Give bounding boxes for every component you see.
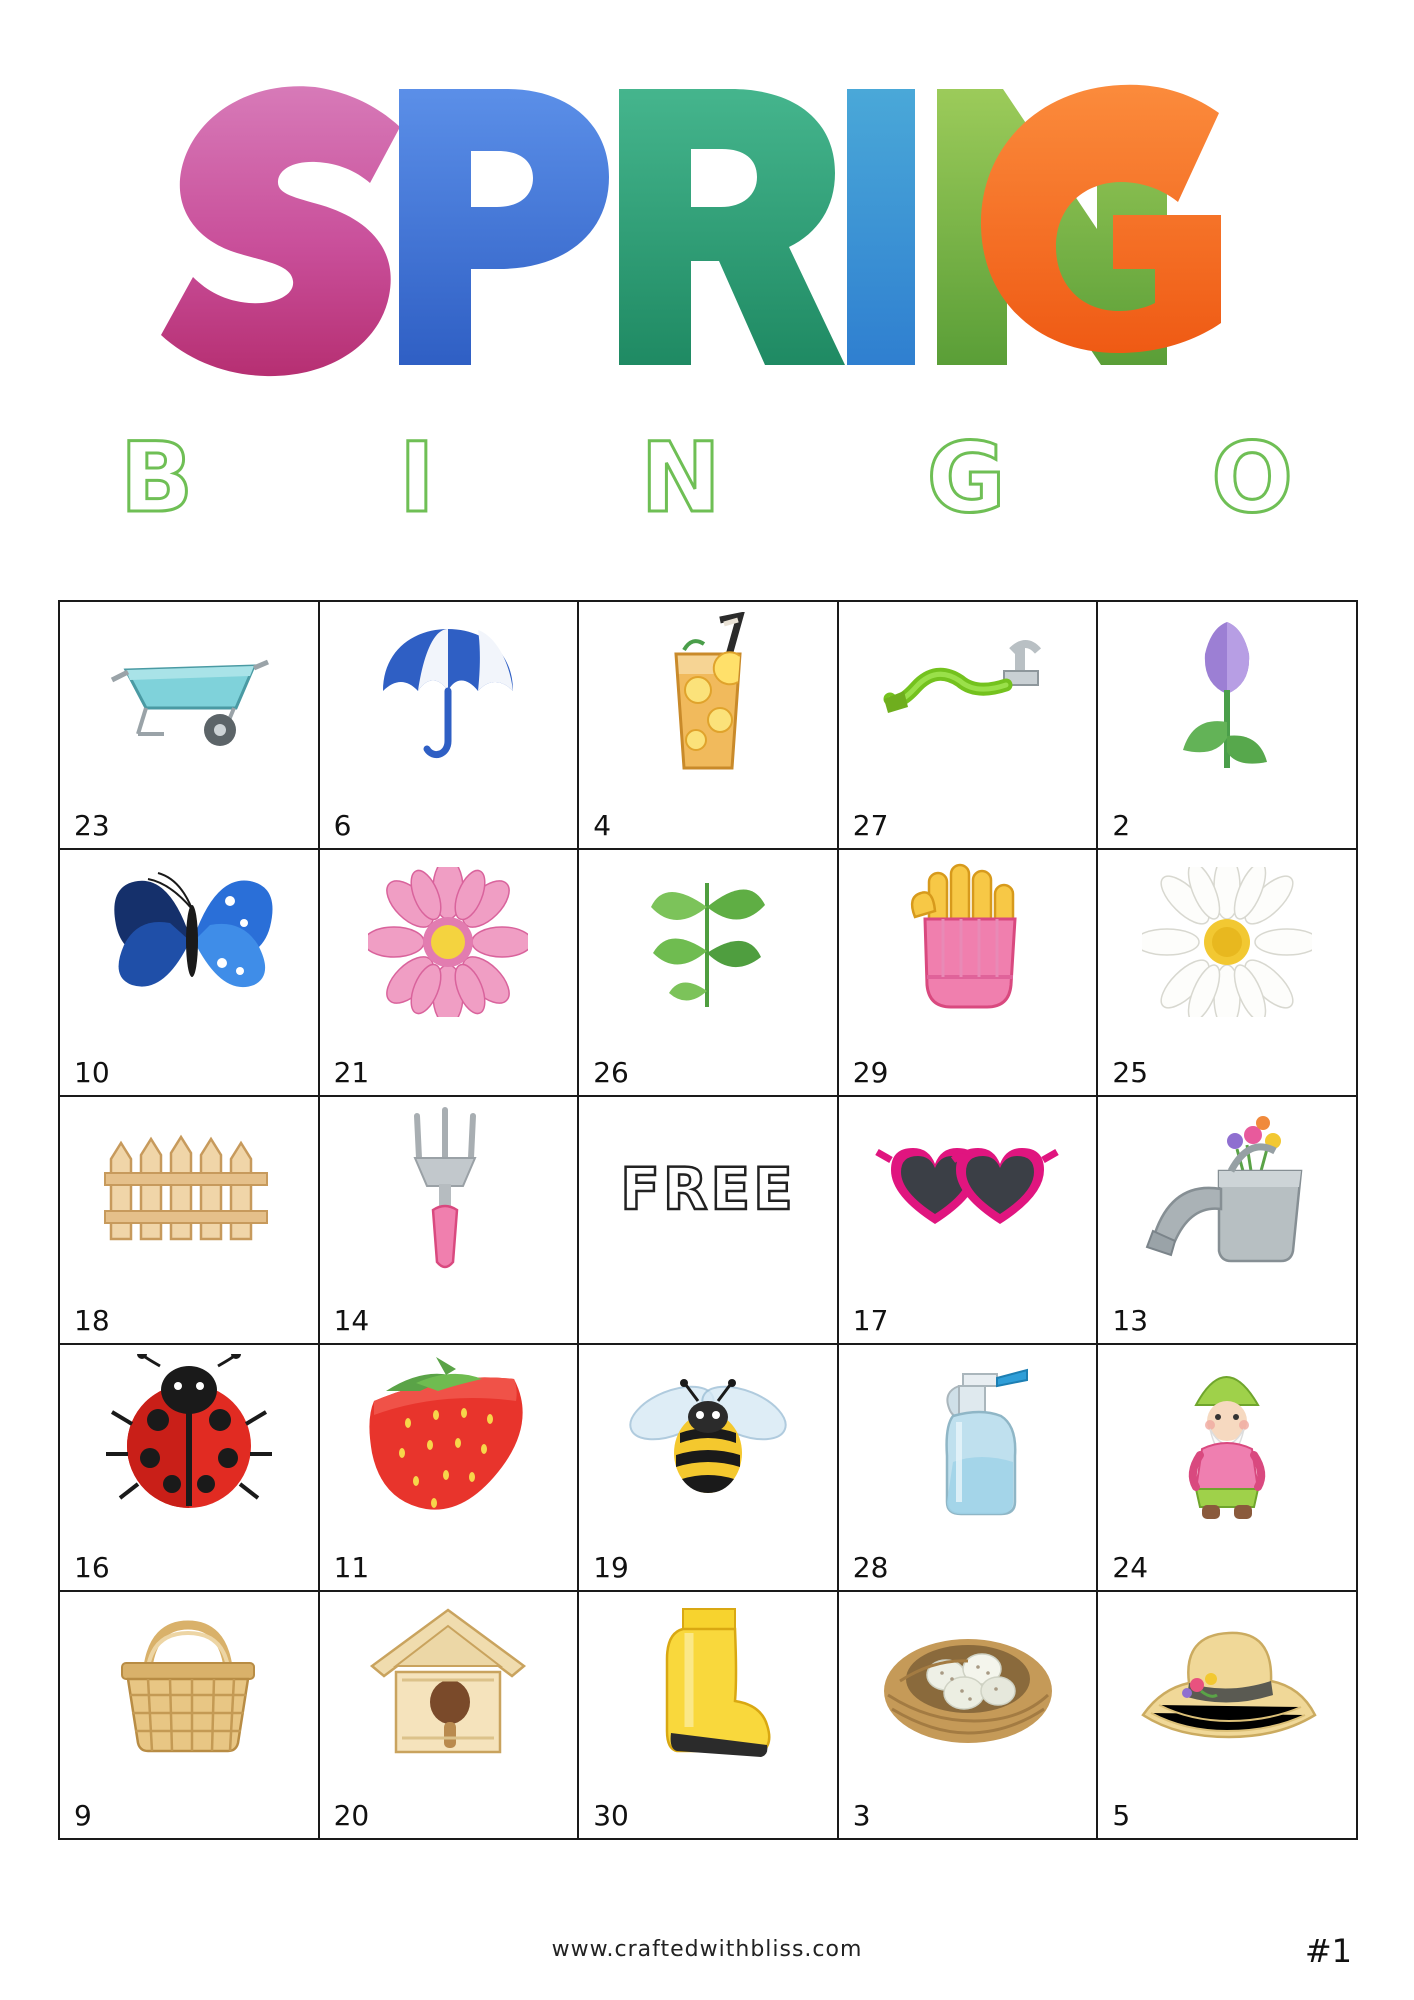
bingo-cell[interactable]: [579, 850, 839, 1098]
cell-number: 28: [852, 1551, 889, 1585]
free-space-label: [579, 1101, 837, 1277]
spring-wordmark: [147, 53, 1267, 383]
strawberry-icon: [320, 1349, 578, 1525]
card-number: #1: [1304, 1932, 1352, 1970]
butterfly-icon: [60, 854, 318, 1030]
cell-number: 5: [1112, 1799, 1131, 1832]
iced-tea-icon: [579, 606, 837, 782]
bingo-cell[interactable]: [320, 1592, 580, 1840]
cell-number: 14: [333, 1303, 370, 1337]
bingo-cell[interactable]: [579, 1592, 839, 1840]
bingo-letter-b: B: [120, 422, 196, 534]
bingo-header-row: [120, 422, 1295, 534]
cell-number: 21: [333, 1056, 370, 1090]
ladybug-icon: [60, 1349, 318, 1525]
cell-number: 25: [1112, 1056, 1149, 1090]
cell-number: 3: [852, 1799, 871, 1832]
bingo-cell[interactable]: [839, 850, 1099, 1098]
free-text: FREE: [620, 1155, 796, 1224]
cell-number: 26: [593, 1056, 629, 1090]
bingo-cell[interactable]: [1098, 1345, 1358, 1593]
cell-number: 17: [852, 1303, 889, 1337]
picnic-basket-icon: [60, 1596, 318, 1772]
bingo-cell[interactable]: [839, 1345, 1099, 1593]
footer-website: www.craftedwithbliss.com: [551, 1937, 863, 1962]
bingo-cell[interactable]: [579, 602, 839, 850]
bingo-letter-o: O: [1211, 422, 1295, 534]
bingo-cell[interactable]: [1098, 1592, 1358, 1840]
straw-hat-icon: [1098, 1596, 1356, 1772]
bingo-cell[interactable]: [1098, 1097, 1358, 1345]
bingo-letter-n: N: [640, 422, 723, 534]
cell-number: 30: [593, 1799, 629, 1832]
bingo-cell[interactable]: [320, 602, 580, 850]
cell-number: 19: [593, 1551, 629, 1585]
bingo-cell[interactable]: [1098, 850, 1358, 1098]
cell-number: 29: [852, 1056, 889, 1090]
pink-flower-icon: [320, 854, 578, 1030]
spray-bottle-icon: [839, 1349, 1097, 1525]
hand-fork-icon: [320, 1101, 578, 1277]
bingo-cell-free[interactable]: [579, 1097, 839, 1345]
cell-number: 10: [74, 1056, 110, 1090]
bingo-cell[interactable]: [320, 1345, 580, 1593]
cell-number: 23: [74, 808, 110, 842]
bingo-cell[interactable]: [60, 1592, 320, 1840]
garden-gnome-icon: [1098, 1349, 1356, 1525]
bingo-cell[interactable]: [839, 602, 1099, 850]
bee-icon: [579, 1349, 837, 1525]
watering-can-icon: [1098, 1101, 1356, 1277]
cell-number: 20: [333, 1799, 370, 1832]
cell-number: 6: [333, 808, 352, 842]
wheelbarrow-icon: [60, 606, 318, 782]
bingo-cell[interactable]: [1098, 602, 1358, 850]
bingo-letter-g: G: [926, 422, 1008, 534]
bingo-cell[interactable]: [579, 1345, 839, 1593]
garden-hose-tap-icon: [839, 606, 1097, 782]
rain-boot-icon: [579, 1596, 837, 1772]
tulip-icon: [1098, 606, 1356, 782]
bingo-letter-i: I: [399, 422, 437, 534]
bingo-cell[interactable]: [60, 1097, 320, 1345]
cell-number: 2: [1112, 808, 1131, 842]
bird-nest-icon: [839, 1596, 1097, 1772]
cell-number: 27: [852, 808, 889, 842]
cell-number: 9: [74, 1799, 92, 1832]
bingo-cell[interactable]: [60, 850, 320, 1098]
bingo-cell[interactable]: [839, 1592, 1099, 1840]
cell-number: 11: [333, 1551, 370, 1585]
bingo-cell[interactable]: [60, 602, 320, 850]
leaf-sprig-icon: [579, 854, 837, 1030]
heart-sunglasses-icon: [839, 1101, 1097, 1277]
cell-number: 4: [593, 808, 612, 842]
bingo-grid: [58, 600, 1358, 1840]
cell-number: 18: [74, 1303, 110, 1337]
daisy-icon: [1098, 854, 1356, 1030]
cell-number: 16: [74, 1551, 110, 1585]
bingo-cell[interactable]: [320, 1097, 580, 1345]
fence-icon: [60, 1101, 318, 1277]
birdhouse-icon: [320, 1596, 578, 1772]
umbrella-icon: [320, 606, 578, 782]
cell-number: 24: [1112, 1551, 1149, 1585]
page-title: [0, 38, 1414, 398]
bingo-cell[interactable]: [839, 1097, 1099, 1345]
garden-glove-icon: [839, 854, 1097, 1030]
bingo-cell[interactable]: [60, 1345, 320, 1593]
cell-number: 13: [1112, 1303, 1149, 1337]
bingo-cell[interactable]: [320, 850, 580, 1098]
